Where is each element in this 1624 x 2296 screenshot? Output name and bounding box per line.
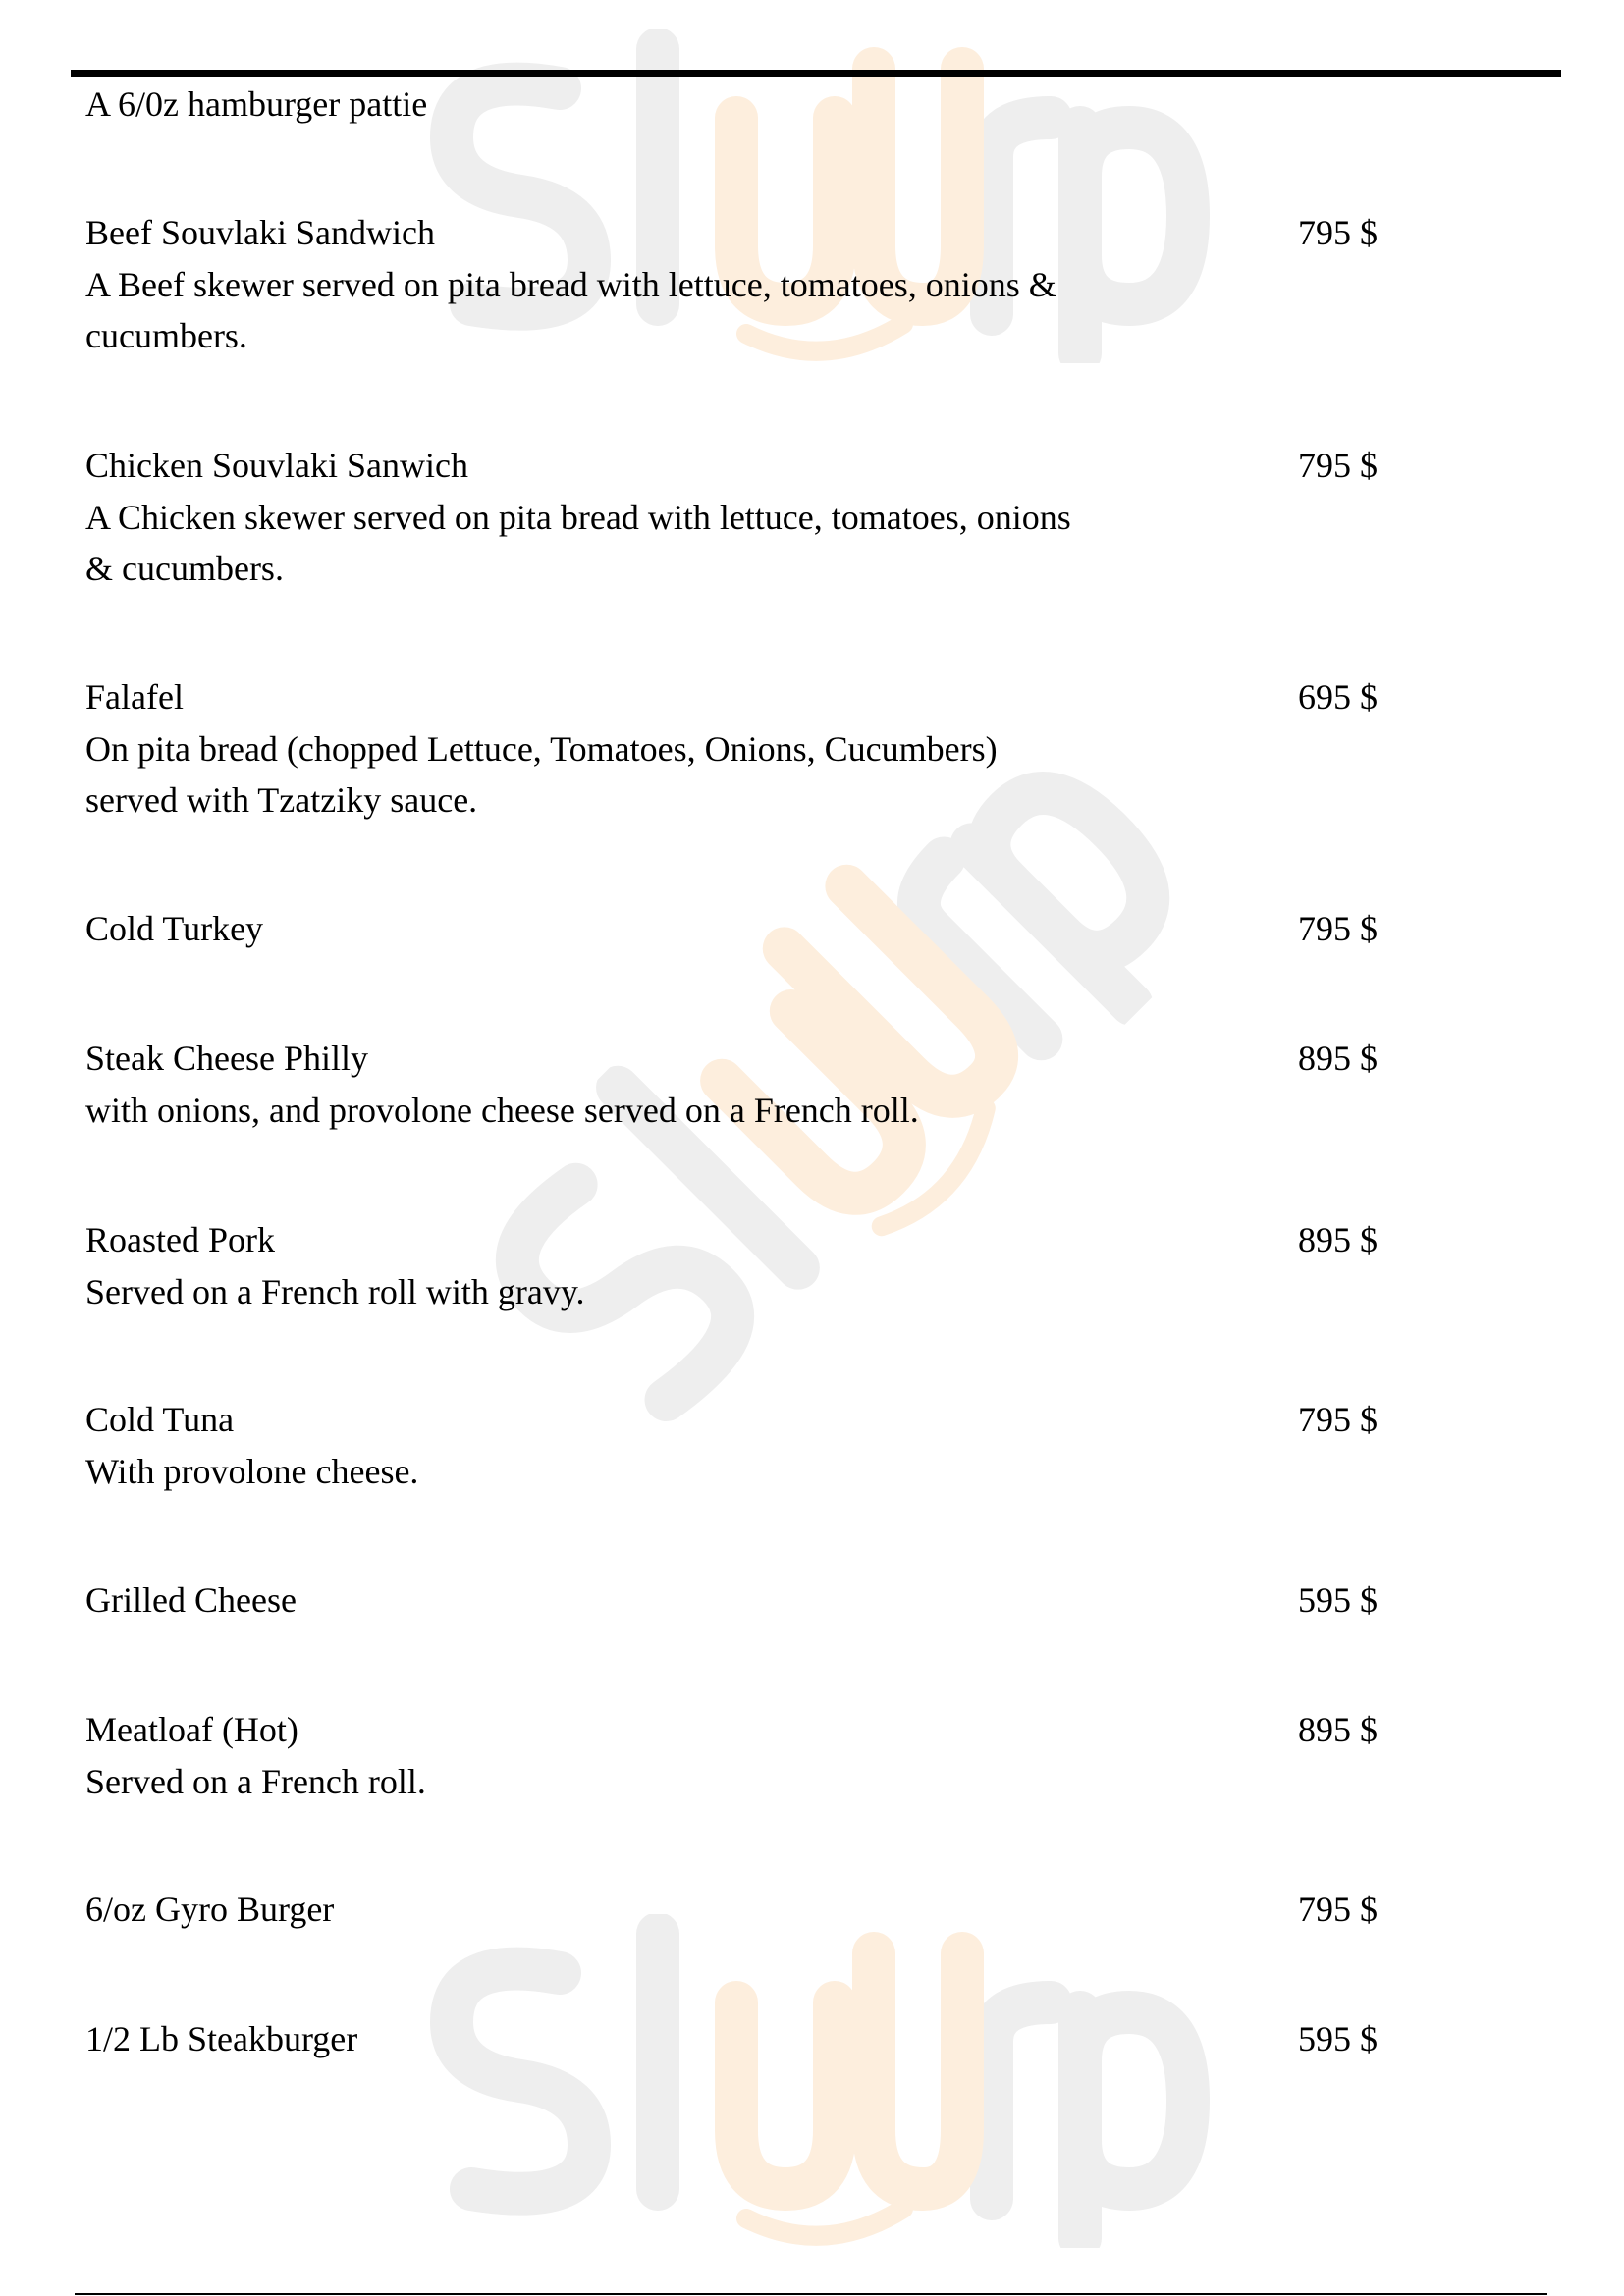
item-description: With provolone cheese. — [85, 1451, 419, 1491]
item-price: 895 $ — [1298, 1039, 1378, 1078]
item-description: A Chicken skewer served on pita bread with lettuce, tomatoes, onions — [85, 497, 1071, 537]
item-description: & cucumbers. — [85, 549, 284, 588]
watermark-logo — [412, 1914, 1218, 2253]
item-description: Served on a French roll with gravy. — [85, 1271, 585, 1311]
bottom-rule — [75, 2293, 1547, 2295]
item-price: 795 $ — [1298, 213, 1378, 252]
watermark-logo — [412, 29, 1218, 368]
item-description: On pita bread (chopped Lettuce, Tomatoes, Onions, Cucumbers) — [85, 728, 998, 769]
item-price: 895 $ — [1298, 1220, 1378, 1259]
item-description: A Beef skewer served on pita bread with lettuce, tomatoes, onions & — [85, 264, 1056, 304]
item-description: with onions, and provolone cheese served on a French roll. — [85, 1090, 919, 1130]
item-name: Steak Cheese Philly — [85, 1039, 368, 1078]
item-price: 795 $ — [1298, 446, 1378, 485]
watermark-logo — [430, 678, 1239, 1487]
item-description: cucumbers. — [85, 316, 247, 355]
item-name: 1/2 Lb Steakburger — [85, 2019, 358, 2058]
item-price: 795 $ — [1298, 1890, 1378, 1929]
item-name: Meatloaf (Hot) — [85, 1710, 298, 1749]
item-price: 595 $ — [1298, 2019, 1378, 2058]
item-description: Served on a French roll. — [85, 1761, 426, 1801]
item-name: Beef Souvlaki Sandwich — [85, 213, 435, 252]
item-name: Grilled Cheese — [85, 1580, 297, 1620]
item-name: Roasted Pork — [85, 1220, 275, 1259]
item-price: 595 $ — [1298, 1580, 1378, 1620]
item-price: 695 $ — [1298, 677, 1378, 717]
top-rule — [71, 70, 1561, 77]
item-description: served with Tzatziky sauce. — [85, 780, 478, 820]
item-price: 795 $ — [1298, 1400, 1378, 1439]
intro-text: A 6/0z hamburger pattie — [85, 84, 428, 124]
item-name: Falafel — [85, 677, 184, 717]
item-name: 6/oz Gyro Burger — [85, 1890, 335, 1929]
item-price: 795 $ — [1298, 909, 1378, 948]
item-price: 895 $ — [1298, 1710, 1378, 1749]
item-name: Chicken Souvlaki Sanwich — [85, 446, 468, 485]
item-name: Cold Tuna — [85, 1400, 235, 1439]
item-name: Cold Turkey — [85, 909, 264, 948]
